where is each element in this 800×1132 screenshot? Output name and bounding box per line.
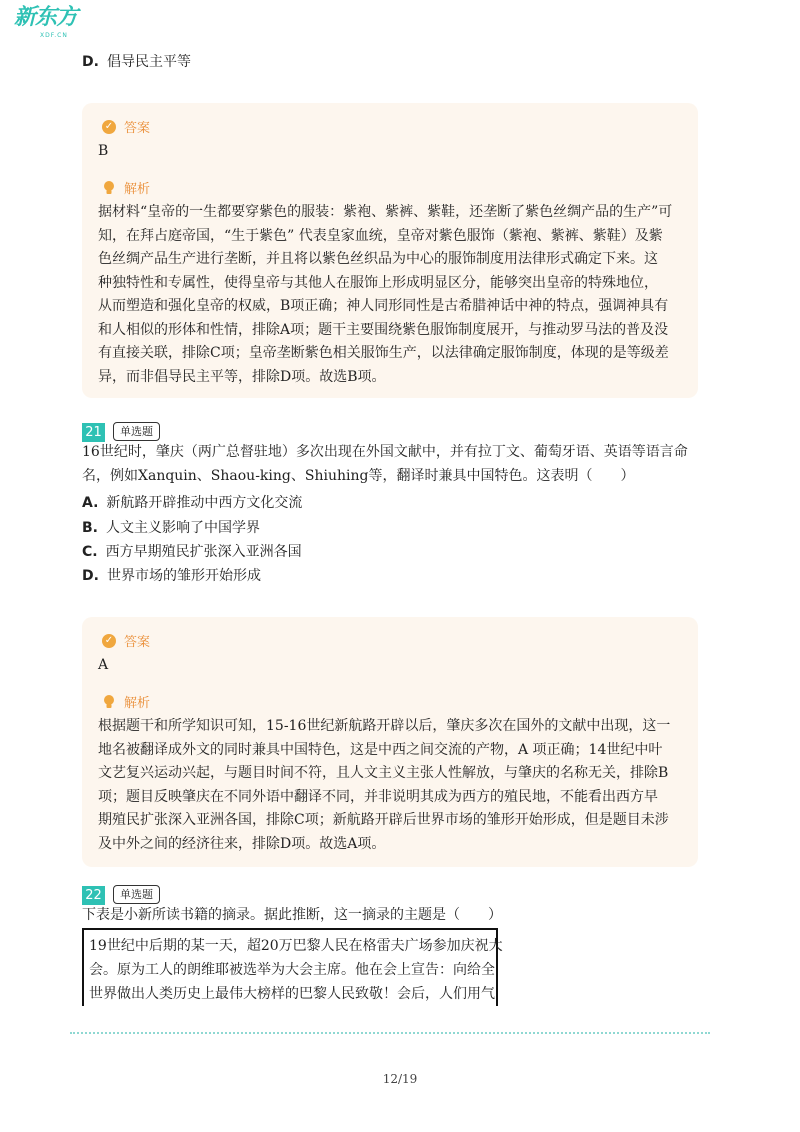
- footer-divider: [70, 1032, 710, 1034]
- question-stem-line: 名，例如Xanquin、Shaou-king、Shiuhing等，翻译时兼具中国特色。这表明（ ）: [82, 468, 635, 484]
- xdf-logo: [14, 5, 78, 39]
- lightbulb-icon: [102, 694, 116, 710]
- question-number-22: 22: [82, 886, 105, 905]
- analysis-line: 文艺复兴运动兴起，与题目时间不符，且人文主义主张人性解放，与肇庆的名称无关，排除B: [98, 765, 669, 781]
- option-a[interactable]: A. 新航路开辟推动中西方文化交流: [82, 495, 303, 511]
- analysis-line: 及中外之间的经济往来，排除D项。故选A项。: [98, 835, 386, 852]
- analysis-line: 种独特性和专属性，使得皇帝与其他人在服饰上形成明显区分，能够突出皇帝的特殊地位，: [98, 274, 658, 291]
- question-stem-line: 16世纪时，肇庆（两广总督驻地）多次出现在外国文献中，并有拉丁文、葡萄牙语、英语等语言命: [82, 444, 688, 460]
- page-number: 12/19: [382, 1072, 418, 1086]
- question-stem: 下表是小新所读书籍的摘录。据此推断，这一摘录的主题是（ ）: [82, 907, 502, 923]
- question-number-21: 21: [82, 423, 105, 442]
- analysis-label: 解析: [124, 696, 151, 711]
- analysis-line: 根据题干和所学知识可知，15-16世纪新航路开辟以后，肇庆多次在国外的文献中出现，这一: [98, 718, 671, 734]
- analysis-line: 项；题目反映肇庆在不同外语中翻译不同，并非说明其成为西方的殖民地，不能看出西方早: [98, 788, 658, 805]
- option-c[interactable]: C. 西方早期殖民扩张深入亚洲各国: [82, 544, 302, 560]
- excerpt-line: 19世纪中后期的某一天，超20万巴黎人民在格雷夫广场参加庆祝大: [89, 938, 503, 954]
- answer-header: [102, 117, 150, 136]
- question-type-badge: 单选题: [113, 885, 160, 904]
- check-badge-icon: ✓: [102, 634, 116, 648]
- analysis-line: 知，在拜占庭帝国，“生于紫色” 代表皇家血统，皇帝对紫色服饰（紫袍、紫裤、紫鞋）及紫: [98, 227, 663, 244]
- analysis-header: [102, 692, 150, 711]
- option-b[interactable]: B. 人文主义影响了中国学界: [82, 520, 260, 536]
- excerpt-line: 会。原为工人的朗维耶被选举为大会主席。他在会上宣告：向给全: [89, 962, 495, 978]
- check-badge-icon: ✓: [102, 120, 116, 134]
- excerpt-table: [82, 928, 503, 1006]
- answer-card-20: [82, 103, 698, 398]
- logo-subtext: XDF.CN: [40, 32, 68, 39]
- answer-label: 答案: [124, 121, 151, 136]
- logo-text: 新东方: [14, 5, 78, 30]
- analysis-line: 有直接关联，排除C项；皇帝垄断紫色相关服饰生产，以法律确定服饰制度，体现的是等级差: [98, 345, 669, 361]
- option-d[interactable]: D. 世界市场的雏形开始形成: [82, 568, 261, 584]
- analysis-line: 异，而非倡导民主平等，排除D项。故选B项。: [98, 368, 386, 385]
- answer-value: B: [98, 143, 109, 159]
- analysis-text: [98, 715, 670, 856]
- analysis-line: 色丝绸产品生产进行垄断，并且将以紫色丝织品为中心的服饰制度用法律形式确定下来。这: [98, 251, 658, 267]
- answer-label: 答案: [124, 635, 151, 650]
- analysis-line: 期殖民扩张深入亚洲各国，排除C项；新航路开辟后世界市场的雏形开始形成，但是题目未涉: [98, 812, 669, 828]
- analysis-label: 解析: [124, 182, 151, 197]
- answer-card-21: [82, 617, 698, 867]
- analysis-line: 和人相似的形体和性情，排除A项；题干主要围绕紫色服饰制度展开，与推动罗马法的普及没: [98, 321, 669, 338]
- prev-option-d: D. 倡导民主平等: [82, 54, 191, 70]
- answer-header: [102, 631, 150, 650]
- analysis-header: [102, 178, 150, 197]
- analysis-line: 据材料“皇帝的一生都要穿紫色的服装：紫袍、紫裤、紫鞋，还垄断了紫色丝绸产品的生产”可: [98, 204, 673, 220]
- analysis-line: 从而塑造和强化皇帝的权威，B项正确；神人同形同性是古希腊神话中神的特点，强调神具有: [98, 298, 669, 314]
- analysis-text: [98, 201, 672, 389]
- lightbulb-icon: [102, 180, 116, 196]
- analysis-line: 地名被翻译成外文的同时兼具中国特色，这是中西之间交流的产物，A 项正确；14世纪中叶: [98, 741, 663, 758]
- question-type-badge: 单选题: [113, 422, 160, 441]
- excerpt-line: 世界做出人类历史上最伟大榜样的巴黎人民致敬！会后，人们用气: [89, 986, 495, 1002]
- answer-value: A: [98, 657, 109, 673]
